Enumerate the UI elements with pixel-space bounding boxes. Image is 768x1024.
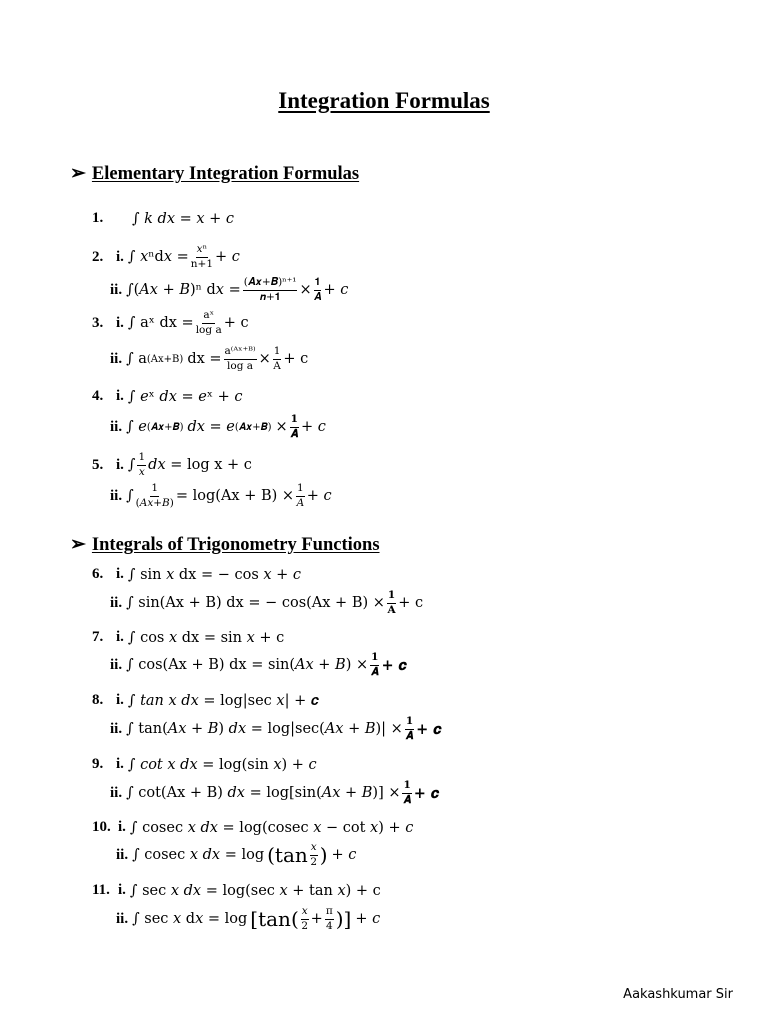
left-paren: ( xyxy=(290,907,299,932)
formula-expr-tail: + 𝒄 xyxy=(413,784,440,802)
left-paren: (tan xyxy=(267,843,308,868)
fraction: $\frac{\text{aˣ}}{\text{log a}}$ xyxy=(195,309,222,336)
formula-sub-label: ii. xyxy=(110,656,123,673)
formula-expr-tail: + c xyxy=(223,315,249,332)
formula-expr: ∫ xyxy=(126,488,134,505)
formula-8ii xyxy=(110,716,441,742)
formula-number: 8. xyxy=(92,692,104,708)
formula-expr: ∫ 𝑐𝑜𝑡 𝑥 𝑑𝑥 = log(sin 𝑥) + 𝑐 xyxy=(127,756,317,773)
formula-expr: ∫ tan(𝐴𝑥 + 𝐵) 𝑑𝑥 = log|sec(𝐴𝑥 + 𝐵)| × xyxy=(126,721,403,738)
formula-expr-tail: + 𝑐 xyxy=(306,488,332,505)
fraction: 𝑥ⁿ n+1 xyxy=(190,243,214,270)
formula-sub-label: i. xyxy=(116,314,124,331)
formula-sub-label: i. xyxy=(116,629,124,645)
right-bracket: )] xyxy=(335,907,352,932)
formula-sub-label: ii. xyxy=(110,418,123,435)
formula-sub-label: ii. xyxy=(110,350,123,367)
fraction: $\frac{\pi}{4}$ xyxy=(325,905,333,932)
formula-10i xyxy=(92,819,413,836)
formula-sub-label: i. xyxy=(116,388,124,404)
fraction: 1 𝐴 xyxy=(296,482,305,509)
formula-expr-tail: + c xyxy=(398,595,424,612)
fraction: 𝟏 𝑨 xyxy=(405,715,414,742)
fraction: 1 𝑥 xyxy=(138,451,146,478)
formula-sub-label: i. xyxy=(116,756,124,772)
formula-3ii xyxy=(110,346,308,372)
formula-expr: ∫ 𝑥ⁿd𝑥 = xyxy=(127,249,189,266)
formula-sub-label: ii. xyxy=(110,487,123,504)
fraction: 𝟏 𝑨 xyxy=(290,413,298,440)
formula-expr: ∫ xyxy=(127,457,136,474)
formula-expr: ∫ sec 𝑥 𝑑𝑥 = log(sec 𝑥 + tan 𝑥) + c xyxy=(129,882,381,899)
formula-expr-tail: + 𝒄 xyxy=(416,720,442,738)
formula-4ii xyxy=(110,414,326,440)
superscript: (Ax+B) xyxy=(146,353,184,365)
formula-expr-tail: + 𝑐 xyxy=(300,419,326,436)
formula-sub-label: ii. xyxy=(116,846,129,863)
formula-number: 1. xyxy=(92,210,104,226)
superscript: (𝑨𝒙+𝑩) xyxy=(146,421,184,433)
formula-6i xyxy=(92,566,301,583)
formula-2i xyxy=(92,244,240,270)
section-heading: Elementary Integration Formulas xyxy=(91,164,360,184)
fraction: 𝟏 𝑨 xyxy=(313,276,322,303)
formula-sub-label: i. xyxy=(118,882,126,898)
formula-5ii xyxy=(110,483,332,509)
formula-expr-tail: + 𝒄 xyxy=(381,656,407,674)
formula-expr: ∫ cosec 𝑥 𝑑𝑥 = log(cosec 𝑥 − cot 𝑥) + 𝑐 xyxy=(129,819,414,836)
formula-2ii xyxy=(110,277,348,303)
left-bracket: [tan xyxy=(250,907,291,932)
formula-7i xyxy=(92,629,284,646)
formula-expr: ∫ 𝑒ˣ 𝑑𝑥 = 𝑒ˣ + 𝑐 xyxy=(127,388,243,405)
superscript: (𝑨𝒙+𝑩) xyxy=(234,421,272,433)
formula-number: 11. xyxy=(92,882,110,898)
fraction: 𝑥 2 xyxy=(310,841,318,868)
formula-sub-label: i. xyxy=(118,819,126,835)
formula-expr: dx = xyxy=(187,351,222,368)
formula-1 xyxy=(92,210,234,227)
section-elementary xyxy=(70,162,359,185)
formula-sub-label: i. xyxy=(116,456,124,473)
fraction: 𝟏 𝑨 xyxy=(371,651,379,678)
fraction: $\frac{1}{A}$ xyxy=(273,345,281,372)
fraction: 𝟏 𝑨 xyxy=(403,779,411,806)
formula-4i xyxy=(92,388,242,405)
formula-expr-tail: + c xyxy=(283,351,309,368)
arrow-bullet-icon: ➢ xyxy=(70,534,86,555)
formula-number: 3. xyxy=(92,314,104,331)
formula-11ii xyxy=(116,906,380,932)
times-sign: × xyxy=(258,351,271,368)
formula-sub-label: ii. xyxy=(110,281,123,298)
formula-sub-label: ii. xyxy=(110,720,123,737)
formula-expr: ∫ 𝑘 𝑑𝑥 = 𝑥 + 𝑐 xyxy=(132,210,235,227)
times-sign: × xyxy=(275,419,288,436)
fraction: (𝑨𝒙+𝑩)ⁿ⁺¹ 𝒏+𝟏 xyxy=(243,276,297,303)
formula-expr: ∫ cot(Ax + B) 𝑑𝑥 = log[sin(𝐴𝑥 + 𝐵)] × xyxy=(126,785,401,802)
formula-sub-label: ii. xyxy=(110,594,123,611)
section-trigonometry xyxy=(70,533,380,556)
fraction: 𝑥 2 xyxy=(301,905,309,932)
times-sign: × xyxy=(299,282,312,299)
formula-expr: ∫(𝐴𝑥 + 𝐵)ⁿ d𝑥 = xyxy=(126,282,241,299)
formula-expr-tail: + 𝑐 xyxy=(331,847,357,864)
formula-9i xyxy=(92,756,317,773)
formula-expr-tail: + 𝑐 xyxy=(355,911,381,928)
formula-expr: ∫ aˣ dx = xyxy=(127,315,194,332)
formula-expr: ∫ sin(Ax + B) dx = − cos(Ax + B) × xyxy=(126,595,385,612)
page-title: Integration Formulas xyxy=(278,88,490,113)
author-signature: Aakashkumar Sir xyxy=(623,987,733,1002)
formula-expr: ∫ cos 𝑥 dx = sin 𝑥 + c xyxy=(127,629,285,646)
formula-6ii xyxy=(110,590,423,616)
formula-expr: ∫ sin 𝑥 dx = − cos 𝑥 + 𝑐 xyxy=(127,566,302,583)
formula-sub-label: i. xyxy=(116,566,124,582)
formula-expr: ∫ 𝑒 xyxy=(126,419,147,436)
formula-11i xyxy=(92,882,381,899)
formula-expr: ∫ 𝑡𝑎𝑛 𝑥 𝑑𝑥 = log|sec 𝑥| + 𝒄 xyxy=(127,692,319,709)
formula-expr-tail: 𝑑𝑥 = log x + c xyxy=(148,457,252,474)
formula-expr-tail: + 𝑐 xyxy=(323,282,349,299)
formula-number: 6. xyxy=(92,566,104,582)
formula-number: 9. xyxy=(92,756,104,772)
formula-sub-label: i. xyxy=(116,248,124,265)
formula-number: 4. xyxy=(92,388,104,404)
arrow-bullet-icon: ➢ xyxy=(70,163,86,184)
formula-5i xyxy=(92,452,252,478)
formula-7ii xyxy=(110,652,407,678)
section-heading: Integrals of Trigonometry Functions xyxy=(91,535,380,555)
fraction: 1 (𝐴𝑥+𝐵) xyxy=(135,482,174,509)
fraction: $\frac{\text{a⁽ᴬˣ⁺ᴮ⁾}}{\text{log a}}$ xyxy=(224,345,256,372)
formula-3i xyxy=(92,310,249,336)
formula-8i xyxy=(92,692,319,709)
formula-sub-label: i. xyxy=(116,692,124,708)
formula-9ii xyxy=(110,780,439,806)
formula-number: 5. xyxy=(92,456,104,473)
formula-10ii xyxy=(116,842,356,868)
formula-sub-label: ii. xyxy=(110,784,123,801)
formula-number: 2. xyxy=(92,248,104,265)
formula-expr: 𝑑𝑥 = 𝑒 xyxy=(187,419,235,436)
plus-sign: + xyxy=(310,911,323,928)
formula-expr: = log(Ax + B) × xyxy=(175,488,295,505)
right-paren: ) xyxy=(319,843,328,868)
formula-sub-label: ii. xyxy=(116,910,129,927)
formula-number: 10. xyxy=(92,819,111,835)
formula-expr: ∫ cos(Ax + B) dx = sin(𝐴𝑥 + 𝐵) × xyxy=(126,657,369,674)
formula-expr: ∫ cosec 𝑥 𝑑𝑥 = log xyxy=(132,847,265,864)
formula-expr-tail: + 𝑐 xyxy=(215,249,240,266)
fraction: $\frac{1}{A}$ xyxy=(387,589,396,616)
formula-expr: ∫ sec 𝑥 d𝑥 = log xyxy=(132,911,248,928)
formula-number: 7. xyxy=(92,629,104,645)
formula-expr: ∫ a xyxy=(126,351,147,368)
